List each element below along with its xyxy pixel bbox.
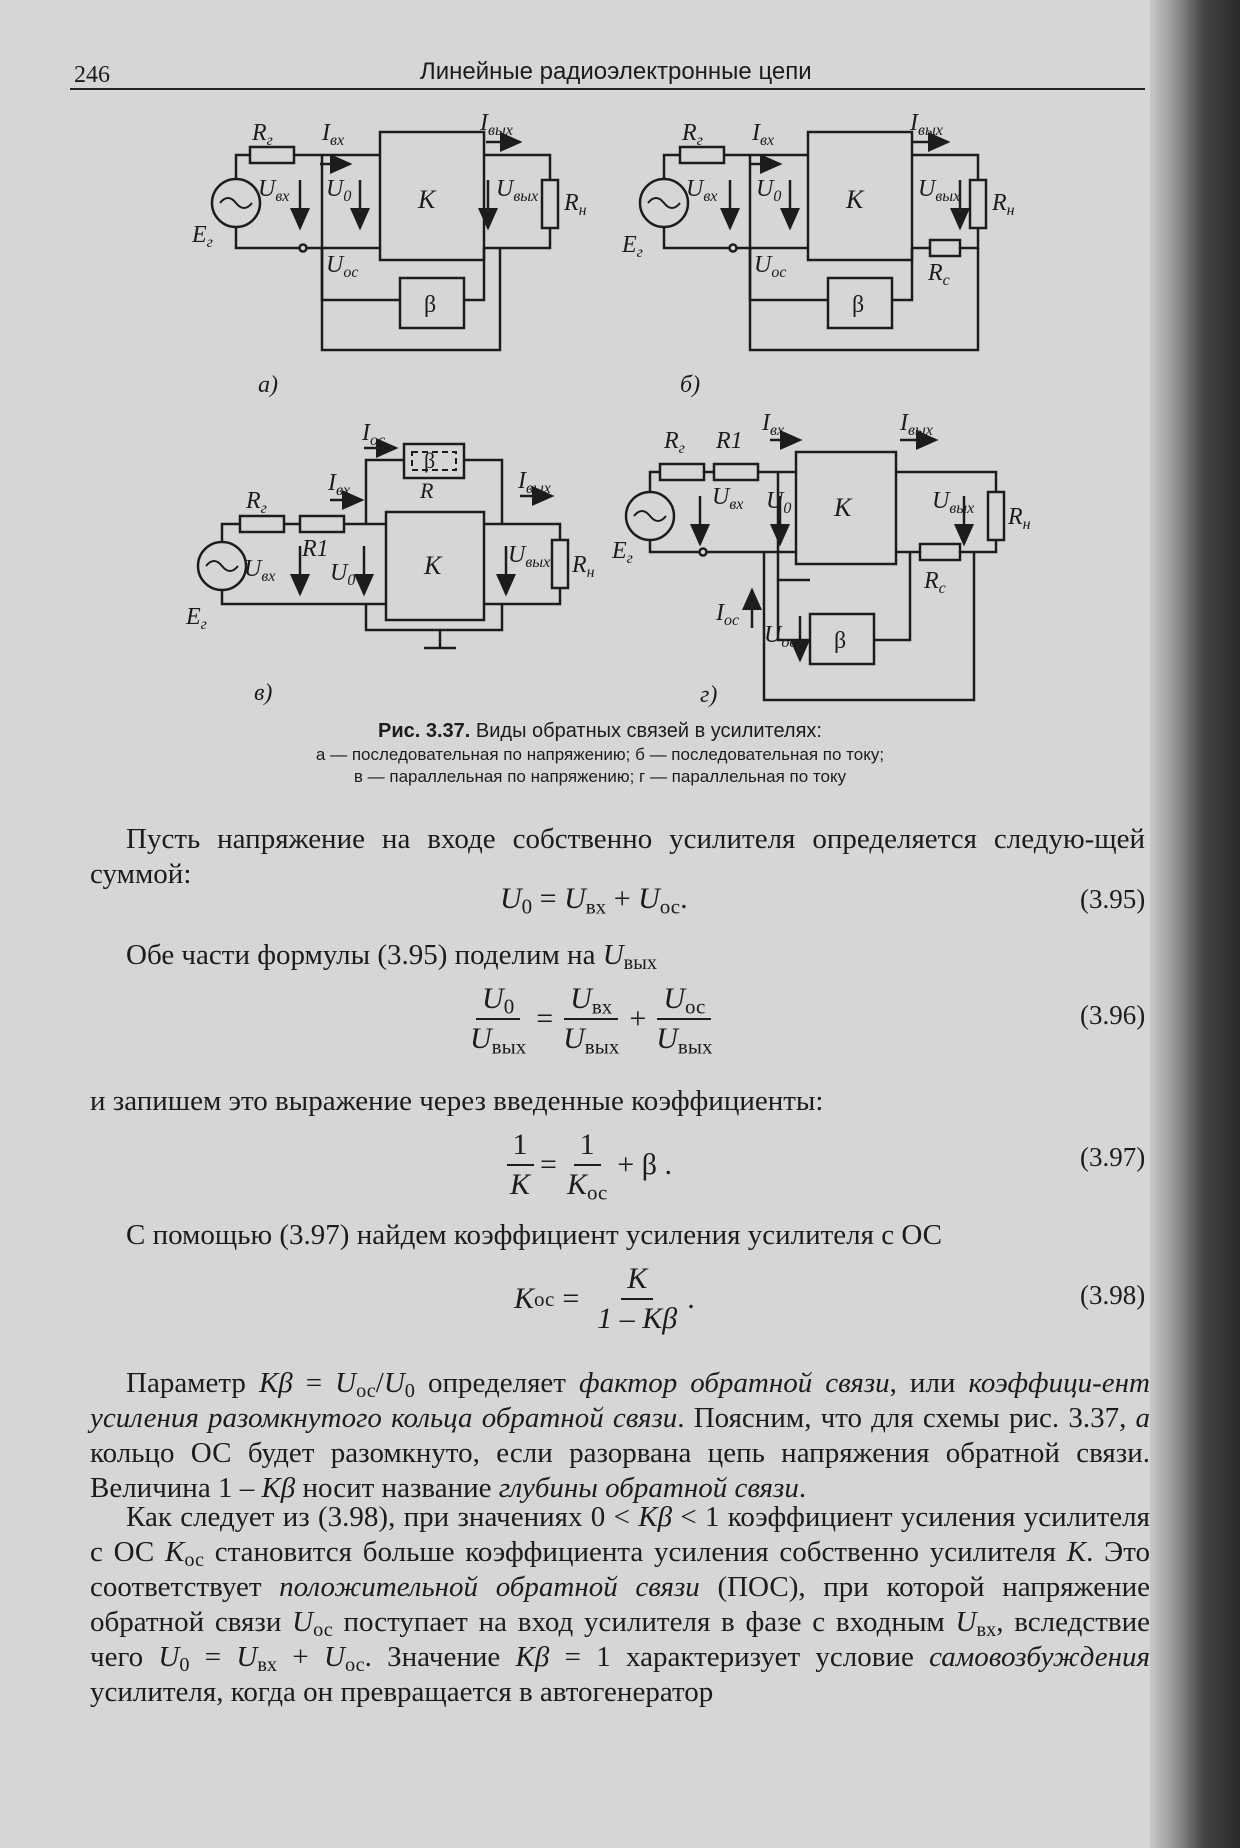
text-run: поступает на вход усилителя в фазе с входным (332, 1606, 956, 1638)
header-rule (70, 88, 1145, 90)
svg-text:Rг: $R_г$ (682, 120, 703, 149)
svg-text:β: β (424, 292, 437, 318)
svg-text:Eг: $E_г$ (622, 232, 643, 261)
page-number: 246 (74, 62, 110, 88)
equation-3-95: $U_0 = U_{вх} + U_{ос}$. (500, 882, 688, 919)
svg-text:β: β (834, 628, 847, 654)
text-run: 0 (404, 1380, 415, 1403)
text-run: а (1135, 1402, 1150, 1434)
caption-title: Виды обратных связей в усилителях: (475, 720, 822, 742)
text-run: ос (313, 1619, 333, 1642)
text-run: . (798, 1472, 807, 1504)
text-run: ос (356, 1380, 376, 1403)
text-run: . Значение (364, 1641, 516, 1673)
panel-letter-d: г) (700, 682, 718, 708)
svg-text:Uос: $U_{ос}$ (754, 252, 787, 281)
svg-text:Rн: $R_н$ (992, 190, 1015, 219)
svg-text:R1: R1 (302, 536, 329, 562)
resistor-rg-a (250, 147, 294, 163)
text-run: Kβ (638, 1501, 673, 1533)
resistor-rn-a (542, 180, 558, 228)
circuit-d (626, 440, 1004, 700)
figure-caption (150, 720, 1050, 787)
equation-number-3-96: (3.96) (1080, 1000, 1146, 1030)
text-run: = (292, 1367, 336, 1399)
text-run: Kβ (261, 1472, 296, 1504)
svg-text:Eг: $E_г$ (186, 604, 207, 633)
text-run: < 1 коэффициент усиления усилителя с ОС (90, 1501, 1150, 1568)
text-run: носит название (295, 1472, 499, 1504)
resistor-rg-b (680, 147, 724, 163)
panel-letter-b: б) (680, 372, 701, 398)
text-run: . Это соответствует (90, 1536, 1150, 1603)
text-run: коэффици-ент усиления разомкнутого кольца обратной связи (90, 1367, 1150, 1434)
text-run: становится больше коэффициента усиления собственно усилителя (204, 1536, 1067, 1568)
svg-text:Rс: $R_с$ (924, 568, 946, 597)
svg-text:K: K (424, 551, 442, 580)
resistor-rc-b (930, 240, 960, 256)
text-run: ос (344, 1654, 365, 1677)
svg-text:Uос: $U_{ос}$ (326, 252, 359, 281)
svg-text:Eг: $E_г$ (612, 538, 633, 567)
svg-text:Uвх: $U_{вх}$ (244, 556, 276, 585)
svg-text:Rн: $R_н$ (564, 190, 587, 219)
resistor-r1-d (714, 464, 758, 480)
svg-text:β: β (424, 448, 436, 473)
svg-text:Rг: $R_г$ (664, 428, 685, 457)
text-run: усилителя, когда он превращается в автогенератор (90, 1676, 714, 1708)
equation-number-3-98: (3.98) (1080, 1280, 1146, 1310)
paragraph-5 (90, 1366, 1150, 1506)
text-run: + (277, 1641, 324, 1673)
paragraph-3: и запишем это выражение через введенные коэффициенты: (90, 1085, 824, 1117)
svg-text:Uвх: $U_{вх}$ (712, 484, 744, 513)
text-run: , вследствие чего (90, 1606, 1150, 1673)
text-run: K (1066, 1536, 1087, 1568)
resistor-rn-d (988, 492, 1004, 540)
resistor-rg-d (660, 464, 704, 480)
text-run: K (165, 1536, 185, 1568)
text-run: положительной обратной связи (279, 1571, 700, 1603)
caption-line-2: в — параллельная по напряжению; г — параллельная по току (353, 767, 847, 786)
caption-line-1: а — последовательная по напряжению; б — последовательная по току; (315, 745, 885, 764)
feedback-circuits-figure (0, 100, 1180, 720)
paragraph-6 (90, 1500, 1150, 1710)
paragraph-4: С помощью (3.97) найдем коэффициент усиления усилителя с ОС (126, 1219, 942, 1251)
equation-3-97: $\frac{1}{K}$ = $\frac{1}{K_{ос}}$ + β . (500, 1128, 672, 1202)
text-run: = (189, 1641, 237, 1673)
text-run: определяет (414, 1367, 579, 1399)
text-run: глубины обратной связи (498, 1472, 799, 1504)
text-run: самовозбуждения (929, 1641, 1150, 1673)
text-run: U (383, 1367, 405, 1399)
text-run: , или (889, 1367, 969, 1399)
svg-text:Rг: $R_г$ (246, 488, 267, 517)
svg-text:U0: $U_0$ (756, 176, 782, 205)
circuit-a (212, 132, 558, 350)
text-run: U (158, 1641, 180, 1673)
text-run: Параметр (126, 1367, 259, 1399)
svg-text:Uвых: $U_{вых}$ (932, 488, 975, 517)
svg-text:K: K (846, 185, 864, 214)
equation-3-98: K ос = $\frac{K}{1 - K\beta}$ . (514, 1262, 695, 1335)
svg-text:Rг: $R_г$ (252, 120, 273, 149)
svg-text:K: K (418, 185, 436, 214)
text-run: ос (184, 1549, 205, 1572)
panel-letter-a: а) (258, 372, 278, 398)
svg-text:Uвх: $U_{вх}$ (686, 176, 718, 205)
text-run: . Поясним, что для схемы рис. 3.37, (677, 1402, 1136, 1434)
text-run: Kβ (258, 1367, 293, 1399)
svg-text:Iос: $I_{ос}$ (716, 600, 740, 629)
panel-letter-c: в) (254, 680, 273, 706)
svg-text:Rн: $R_н$ (572, 552, 595, 581)
resistor-r1-c (300, 516, 344, 532)
svg-text:β: β (852, 292, 865, 318)
paragraph-1: Пусть напряжение на входе собственно усилителя определяется следую-щей суммой: (90, 823, 1145, 890)
svg-text:K: K (834, 493, 852, 522)
svg-text:R1: R1 (716, 428, 743, 454)
text-run: вх (976, 1619, 997, 1642)
text-run: = 1 характеризует условие (549, 1641, 930, 1673)
text-run: / (375, 1367, 384, 1399)
svg-text:Uвых: $U_{вых}$ (508, 542, 551, 571)
text-run: U (323, 1641, 345, 1673)
equation-number-3-95: (3.95) (1080, 884, 1146, 914)
svg-text:Iвых: $I_{вых}$ (518, 468, 551, 497)
text-run: фактор обратной связи (578, 1367, 890, 1399)
svg-text:Uвых: $U_{вых}$ (918, 176, 961, 205)
svg-text:U0: $U_0$ (326, 176, 352, 205)
svg-text:Uвх: $U_{вх}$ (258, 176, 290, 205)
svg-text:Uос: $U_{ос}$ (764, 622, 797, 651)
running-title: Линейные радиоэлектронные цепи (420, 58, 812, 85)
svg-text:Iвх: $I_{вх}$ (322, 120, 345, 149)
svg-text:Iвых: $I_{вых}$ (480, 110, 513, 139)
equation-number-3-97: (3.97) (1080, 1142, 1146, 1172)
svg-text:Rс: $R_с$ (928, 260, 950, 289)
resistor-rn-b (970, 180, 986, 228)
svg-text:Iос: $I_{ос}$ (362, 420, 386, 449)
svg-text:Eг: $E_г$ (192, 222, 213, 251)
caption-label: Рис. 3.37. (377, 720, 471, 742)
svg-text:U0: $U_0$ (330, 560, 356, 589)
svg-text:Iвых: $I_{вых}$ (900, 410, 933, 439)
text-run: U (236, 1641, 258, 1673)
text-run: U (335, 1367, 357, 1399)
text-run: (ПОС), при которой напряжение обратной связи (90, 1571, 1150, 1638)
text-run: вх (257, 1654, 278, 1677)
text-run: Kβ (515, 1641, 550, 1673)
resistor-rn-c (552, 540, 568, 588)
text-run: кольцо ОС будет разомкнуто, если разорвана цепь напряжения обратной связи. Величина 1 – (90, 1437, 1150, 1504)
svg-text:Iвх: $I_{вх}$ (762, 410, 785, 439)
svg-text:Iвх: $I_{вх}$ (752, 120, 775, 149)
svg-text:Iвых: $I_{вых}$ (910, 110, 943, 139)
svg-text:U0: $U_0$ (766, 488, 792, 517)
text-run: 0 (179, 1654, 190, 1677)
circuit-b (640, 132, 986, 350)
paragraph-2: Обе части формулы (3.95) поделим на $U_{вых}$ (126, 939, 657, 975)
equation-3-96: $\frac{U_0}{U_{вых}}$ = $\frac{U_{вх}}{U_{вых}}$ + $\frac{U_{ос}}{U_{вых}}$ (470, 982, 713, 1059)
text-run: U (292, 1606, 314, 1638)
text-run: U (955, 1606, 977, 1638)
svg-text:R: R (420, 478, 434, 503)
resistor-rc-d (920, 544, 960, 560)
svg-text:Iвх: $I_{вх}$ (328, 470, 351, 499)
resistor-rg-c (240, 516, 284, 532)
svg-text:Rн: $R_н$ (1008, 504, 1031, 533)
text-run: Как следует из (3.98), при значениях 0 < (126, 1501, 639, 1533)
svg-text:Uвых: $U_{вых}$ (496, 176, 539, 205)
